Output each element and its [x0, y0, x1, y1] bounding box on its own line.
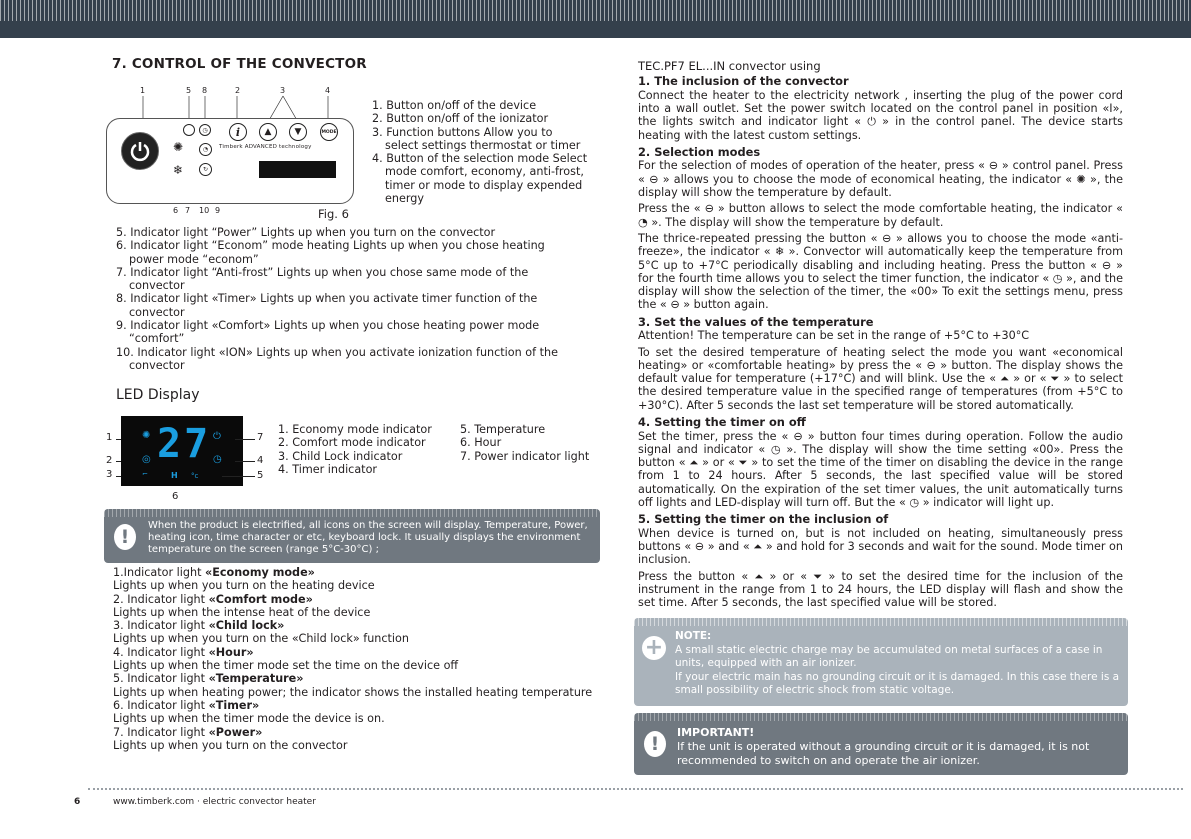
- callout-2: 2: [235, 86, 241, 95]
- indicators-list: [116, 226, 596, 372]
- paragraph: Press the « ⊖ » button allows to select the mode comfortable heating, the indicator « ◔ ». The display will show the temperature by default.: [638, 202, 1123, 229]
- indicator-name: «Economy mode»: [205, 566, 315, 579]
- section-heading: 3. Set the values of the temperature: [638, 314, 874, 329]
- callout-1: 1: [140, 86, 146, 95]
- important-box: [634, 713, 1128, 775]
- indicator-desc: Lights up when the timer mode the device is on.: [113, 712, 385, 726]
- down-button[interactable]: ▼: [289, 123, 307, 141]
- indicator-desc: Lights up when you turn on the convector: [113, 738, 348, 752]
- note-content: [675, 630, 1120, 698]
- led-callout-4: 4: [257, 455, 264, 466]
- ion-indicator-icon: ↻: [199, 163, 212, 176]
- indicator-prefix: 2. Indicator light: [113, 592, 209, 606]
- list-item: convector: [129, 358, 185, 372]
- indicator-prefix: 1.Indicator light: [113, 566, 206, 579]
- led-callout-3: 3: [106, 469, 113, 480]
- left-column: [112, 56, 596, 72]
- paragraph: To set the desired temperature of heating select the mode you want «economical heating» or «comfortable heating» by press the « ⊖ » button. The display shows the default value for temperature (+17°C) and will blink. Use the « ⏶ » or « ⏷ » to select the desired temperature value in the specified range of temperatures (from +5°C to +30°C). After 5 seconds the last set temperature will be stored automatically.: [638, 345, 1123, 412]
- figure-caption: Fig. 6: [318, 207, 349, 221]
- note-box: [634, 618, 1128, 706]
- list-item: mode comfort, economy, anti-frost,: [385, 165, 584, 179]
- indicator-descriptions: [113, 566, 593, 752]
- list-item: 1. Economy mode indicator: [278, 423, 432, 436]
- led-legend-col1: [278, 423, 458, 476]
- callout-10: 10: [199, 206, 210, 215]
- up-button[interactable]: ▲: [259, 123, 277, 141]
- callout-4: 4: [325, 86, 331, 95]
- led-callout-line: [235, 439, 255, 440]
- celsius-led-icon: °c: [191, 472, 199, 480]
- list-item: 6. Indicator light “Econom” mode heating Lights up when you chose heating: [116, 239, 545, 253]
- footer-site: www.timberk.com · electric convector heater: [113, 797, 316, 807]
- power-icon: [129, 140, 151, 162]
- list-item: convector: [129, 305, 185, 319]
- list-item: 3. Function buttons Allow you to: [372, 125, 553, 139]
- led-callout-2: 2: [106, 455, 113, 466]
- notice-box: [104, 509, 600, 563]
- list-item: select settings thermostat or timer: [385, 138, 581, 152]
- list-item: timer or mode to display expended: [385, 178, 583, 192]
- list-item: 10. Indicator light «ION» Lights up when you activate ionization function of the: [116, 345, 558, 359]
- led-callout-line: [235, 461, 255, 462]
- important-content: [677, 726, 1117, 768]
- page-number: 6: [74, 797, 81, 807]
- indicator-row: [113, 699, 593, 712]
- list-item: 5. Temperature: [460, 423, 546, 436]
- indicator-desc: Lights up when heating power; the indicator shows the installed heating temperature: [113, 685, 593, 699]
- list-item: 6. Hour: [460, 436, 502, 450]
- antifrost-indicator-icon: ❄: [173, 163, 184, 177]
- list-item: 8. Indicator light «Timer» Lights up when you activate timer function of the: [116, 292, 538, 306]
- timer-indicator-icon: ◷: [199, 124, 211, 136]
- indicator-desc: Lights up when you turn on the heating device: [113, 579, 375, 593]
- exclamation-icon: !: [114, 524, 136, 550]
- power-button[interactable]: [121, 132, 159, 170]
- plus-icon: +: [642, 636, 666, 660]
- callout-6: 6: [173, 206, 179, 215]
- indicator-prefix: 6. Indicator light: [113, 698, 209, 712]
- led-callout-line: [222, 476, 255, 477]
- indicator-row: [113, 726, 593, 739]
- buttons-list: [372, 99, 597, 205]
- list-item: 7. Power indicator light: [460, 449, 590, 463]
- indicator-prefix: 5. Indicator light: [113, 672, 209, 686]
- indicator-desc: Lights up when you turn on the «Child lock» function: [113, 632, 409, 646]
- footer-divider: [88, 788, 1183, 790]
- indicator-name: «Timer»: [208, 698, 260, 712]
- list-item: 5. Indicator light “Power” Lights up when you turn on the convector: [116, 226, 496, 239]
- led-callout-6: 6: [172, 491, 179, 502]
- indicator-prefix: 3. Indicator light: [113, 619, 209, 633]
- led-display-title: LED Display: [116, 387, 200, 403]
- paragraph: Connect the heater to the electricity network , inserting the plug of the power cord into a wall outlet. Set the power switch located on the control panel in position «I», the lights switch and indicator light « ⏻ » in the control panel. The device starts heating with the latest custom settings.: [638, 88, 1123, 142]
- section-heading: 2. Selection modes: [638, 144, 761, 159]
- note-paragraph: If your electric main has no grounding circuit or it is damaged. In this case there is a small possibility of electric shock from static voltage.: [675, 670, 1120, 696]
- top-header-bar: [0, 0, 1191, 38]
- indicator-row: [113, 646, 593, 659]
- panel-display: [259, 161, 336, 178]
- indicator-name: «Comfort mode»: [208, 592, 313, 606]
- indicator-name: «Temperature»: [208, 672, 304, 686]
- callout-8: 8: [202, 86, 208, 95]
- economy-indicator-icon: ✺: [173, 140, 184, 154]
- led-callout-1: 1: [106, 432, 113, 443]
- list-item: 2. Button on/off of the ionizator: [372, 112, 549, 126]
- list-item: 9. Indicator light «Comfort» Lights up when you chose heating power mode: [116, 319, 540, 333]
- paragraph: Set the timer, press the « ⊖ » button four times during operation. Follow the audio signal and indicator « ◷ ». The display will show the time setting «00». Press the button « ⏶ » or « ⏷ » to set the time of the timer on disabling the device in the range from 1 to 24 hours. After 5 seconds, the last specified value will be stored automatically. On the expiration of the set timer values, the unit automatically turns off lights and LED-display will turn off. But the « ◷ » indicator will light up.: [638, 429, 1123, 510]
- control-panel: [106, 118, 354, 204]
- indicator-name: «Child lock»: [208, 619, 285, 633]
- indicator-row: [113, 566, 593, 579]
- power-led-icon: ⏻: [213, 431, 221, 442]
- indicator-name: «Hour»: [208, 645, 254, 659]
- indicator-row: [113, 672, 593, 685]
- paragraph: Press the button « ⏶ » or « ⏷ » to set the desired time for the inclusion of the instrument in the range from 1 to 24 hours, the LED display will flash and show the set time. After 5 seconds, the last specified value will be stored.: [638, 569, 1123, 610]
- child-lock-led-icon: ⌐: [142, 470, 148, 478]
- list-item: convector: [129, 279, 185, 293]
- list-item: 7. Indicator light “Anti-frost” Lights up when you chose same mode of the: [116, 265, 529, 279]
- intro-text: TEC.PF7 EL...IN convector using: [638, 59, 821, 73]
- callout-9: 9: [215, 206, 221, 215]
- list-item: 1. Button on/off of the device: [372, 99, 537, 112]
- power-indicator-icon: [183, 124, 195, 136]
- important-text: If the unit is operated without a grounding circuit or it is damaged, it is not recommended to switch on and operate the air ionizer.: [677, 740, 1090, 767]
- indicator-row: [113, 593, 593, 606]
- callout-5: 5: [186, 86, 192, 95]
- indicator-row: [113, 619, 593, 632]
- temperature-digits: 27: [157, 421, 212, 467]
- led-legend-col2: [460, 423, 600, 463]
- hour-led-icon: H: [171, 471, 178, 480]
- list-item: “comfort”: [129, 332, 185, 346]
- list-item: energy: [385, 192, 424, 206]
- section-heading: 5. Setting the timer on the inclusion of: [638, 512, 889, 527]
- paragraph: For the selection of modes of operation of the heater, press « ⊖ » control panel. Press « ⊖ » allows you to choose the mode of economical heating, the indicator « ✺ », the display will show the temperature by default.: [638, 159, 1123, 200]
- led-callout-7: 7: [257, 432, 264, 443]
- important-title: IMPORTANT!: [677, 726, 755, 739]
- comfort-indicator-icon: ◔: [199, 143, 212, 156]
- right-column: [638, 60, 1123, 613]
- paragraph: Attention! The temperature can be set in the range of +5°C to +30°C: [638, 329, 1030, 343]
- indicator-prefix: 7. Indicator light: [113, 725, 209, 739]
- list-item: 4. Button of the selection mode Select: [372, 152, 588, 166]
- indicator-desc: Lights up when the timer mode set the time on the device off: [113, 659, 459, 673]
- section-heading: 4. Setting the timer on off: [638, 415, 806, 430]
- timer-led-icon: ◷: [213, 454, 222, 465]
- section-heading: 1. The inclusion of the convector: [638, 74, 849, 89]
- indicator-name: «Power»: [208, 725, 263, 739]
- mode-button[interactable]: MODE: [320, 123, 338, 141]
- callout-7: 7: [185, 206, 191, 215]
- paragraph: When device is turned on, but is not included on heating, simultaneously press buttons « ⊖ » and « ⏶ » and hold for 3 seconds and wait for the sound. Mode timer on inclusion.: [638, 526, 1123, 567]
- indicator-desc: Lights up when the intense heat of the device: [113, 605, 371, 619]
- comfort-led-icon: ◎: [142, 454, 151, 465]
- list-item: 4. Timer indicator: [278, 462, 378, 476]
- brand-text: Timberk ADVANCED technology: [219, 144, 312, 150]
- list-item: power mode “econom”: [129, 252, 259, 266]
- section-title: 7. CONTROL OF THE CONVECTOR: [112, 56, 367, 72]
- economy-led-icon: ✺: [142, 430, 151, 441]
- ionizer-button[interactable]: i: [229, 123, 247, 141]
- note-paragraph: A small static electric charge may be accumulated on metal surfaces of a case in units, equipped with an air ionizer.: [675, 643, 1103, 669]
- list-item: 2. Comfort mode indicator: [278, 436, 426, 450]
- list-item: 3. Child Lock indicator: [278, 449, 403, 463]
- paragraph: The thrice-repeated pressing the button « ⊖ » allows you to choose the mode «anti-freeze», the indicator « ❄ ». Convector will automatically keep the temperature from 5°C up to +7°C periodically disabling and including heating. Press the button « ⊖ » for the fourth time allows you to select the timer function, the indicator « ◷ », and the display will show the selection of the timer, the «00» To exit the settings menu, press the « ⊖ » button again.: [638, 231, 1123, 312]
- notice-text: When the product is electrified, all icons on the screen will display. Temperature, Power, heating icon, time character or etc, keyboard lock. It usually displays the environment temperature on the screen (range 5°C-30°C) ;: [148, 520, 588, 555]
- callout-3: 3: [280, 86, 286, 95]
- led-callout-5: 5: [257, 470, 264, 481]
- indicator-prefix: 4. Indicator light: [113, 645, 209, 659]
- note-title: NOTE:: [675, 630, 712, 642]
- exclamation-icon: !: [644, 731, 666, 757]
